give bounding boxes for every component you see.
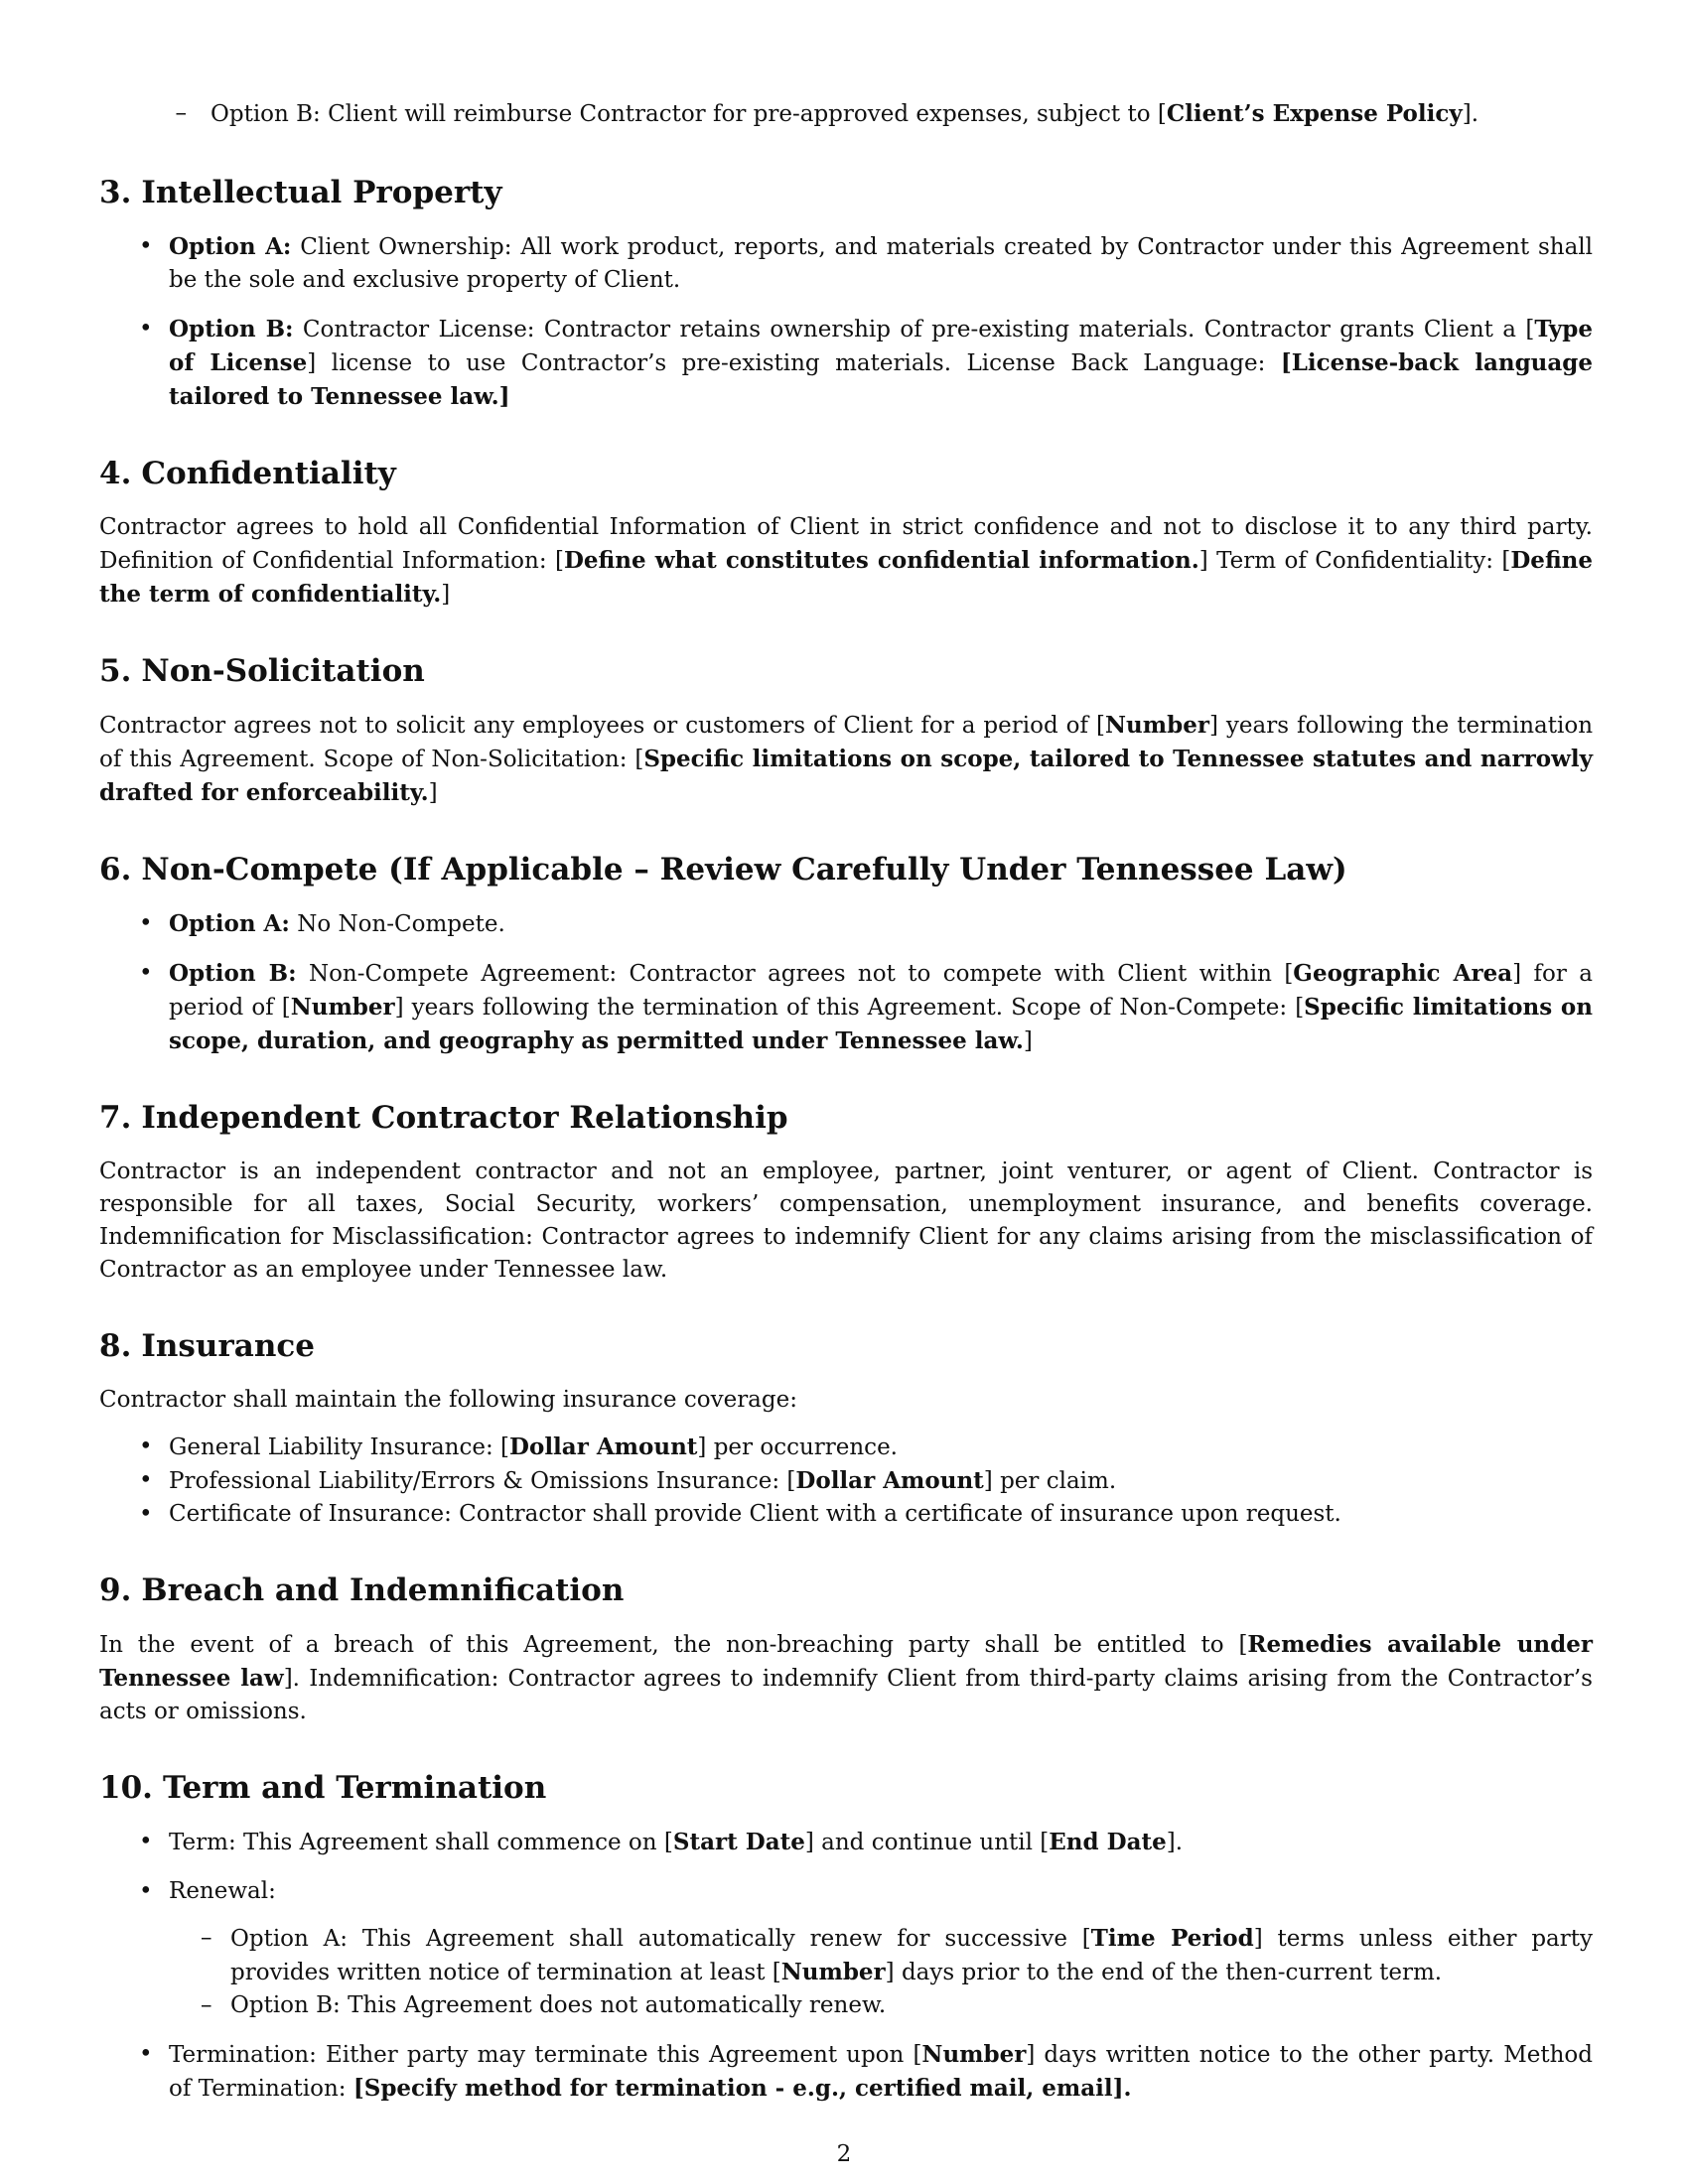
section-term-termination (99, 1768, 1593, 2106)
page-number: 2 (836, 2141, 852, 2167)
options-list (99, 907, 1593, 1058)
section-breach-indemnification (99, 1570, 1593, 1728)
page-content (99, 97, 1593, 2145)
options-list (99, 230, 1593, 414)
section-heading: 6. Non-Compete (If Applicable – Review Carefully Under Tennessee Law) (99, 852, 1347, 887)
section-paragraph: Contractor agrees to hold all Confidential Information of Client in strict confidence and not to disclose it to any third party. Definition of Confidential Information: [Define what constitutes confidential information.] Term of Confidentiality: [Define the term of confidentiality.] (99, 514, 1594, 608)
list-item: • Option B: Contractor License: Contractor retains ownership of pre-existing materials. Contractor grants Client a [Type of License] license to use Contractor’s pre-existing materials. License Back Language: [License-back language tailored to Tennessee law.] (99, 313, 1593, 414)
list-item: • Option A: Client Ownership: All work product, reports, and materials created by Contractor under this Agreement shall be the sole and exclusive property of Client. (99, 230, 1593, 297)
section-independent-contractor (99, 1098, 1593, 1287)
continued-option-b (99, 97, 1593, 131)
section-paragraph: In the event of a breach of this Agreement, the non-breaching party shall be entitled to [Remedies available under Tennessee law]. Indemnification: Contractor agrees to indemnify Client from third-party claims arising from the Contractor’s acts or omissions. (99, 1631, 1593, 1724)
section-heading: 5. Non-Solicitation (99, 653, 425, 689)
section-heading: 10. Term and Termination (99, 1770, 547, 1806)
list-item: • Option A: No Non-Compete. (99, 907, 1593, 941)
list-item: – Option A: This Agreement shall automatically renew for successive [Time Period] terms unless either party provides written notice of termination at least [Number] days prior to the end of the then-current term. (169, 1922, 1593, 1989)
section-heading: 7. Independent Contractor Relationship (99, 1100, 788, 1136)
continued-text: Option B: Client will reimburse Contractor for pre-approved expenses, subject to [Client’s Expense Policy]. (211, 100, 1479, 127)
list-item: • Certificate of Insurance: Contractor shall provide Client with a certificate of insurance upon request. (99, 1498, 1593, 1531)
section-paragraph: Contractor is an independent contractor and not an employee, partner, joint venturer, or agent of Client. Contractor is responsible for all taxes, Social Security, workers’ compensation, unemployment insurance, and benefits coverage. Indemnification for Misclassification: Contractor agrees to indemnify Client for any claims arising from the misclassification of Contractor as an employee under Tennessee law. (99, 1159, 1593, 1283)
section-heading: 8. Insurance (99, 1328, 315, 1364)
section-insurance (99, 1326, 1593, 1531)
section-non-compete (99, 850, 1593, 1058)
list-item: • Professional Liability/Errors & Omissions Insurance: [Dollar Amount] per claim. (99, 1464, 1593, 1498)
list-item: • Renewal: – Option A: This Agreement shall automatically renew for successive [Time Period] terms unless either party provides written notice of termination at least [Number] days prior to the end of the then-current term. – Option B: This Agreement does not automatically renew. (99, 1875, 1593, 2022)
list-item: • General Liability Insurance: [Dollar Amount] per occurrence. (99, 1431, 1593, 1464)
dash-marker: – (175, 100, 187, 126)
term-list (99, 1826, 1593, 2106)
list-item: – Option B: This Agreement does not automatically renew. (169, 1989, 1593, 2022)
section-heading: 3. Intellectual Property (99, 175, 502, 210)
renewal-options-list (169, 1922, 1593, 2022)
insurance-list (99, 1431, 1593, 1531)
section-intellectual-property (99, 173, 1593, 414)
section-non-solicitation (99, 651, 1593, 810)
list-item: • Termination: Either party may terminate this Agreement upon [Number] days written notice to the other party. Method of Termination: [Specify method for termination - e.g., certified mail, email]. (99, 2038, 1593, 2106)
list-item: • Option B: Non-Compete Agreement: Contractor agrees not to compete with Client within [Geographic Area] for a period of [Number] years following the termination of this Agreement. Scope of Non-Compete: [Specific limitations on scope, duration, and geography as permitted under Tennessee law.] (99, 957, 1593, 1058)
section-paragraph: Contractor shall maintain the following insurance coverage: (99, 1387, 797, 1413)
section-confidentiality (99, 454, 1593, 612)
section-heading: 9. Breach and Indemnification (99, 1572, 625, 1608)
list-item: • Term: This Agreement shall commence on [Start Date] and continue until [End Date]. (99, 1826, 1593, 1859)
section-paragraph: Contractor agrees not to solicit any employees or customers of Client for a period of [Number] years following the termination of this Agreement. Scope of Non-Solicitation: [Specific limitations on scope, tailored to Tennessee statutes and narrowly drafted for enforceability.] (99, 712, 1594, 806)
section-heading: 4. Confidentiality (99, 456, 396, 491)
